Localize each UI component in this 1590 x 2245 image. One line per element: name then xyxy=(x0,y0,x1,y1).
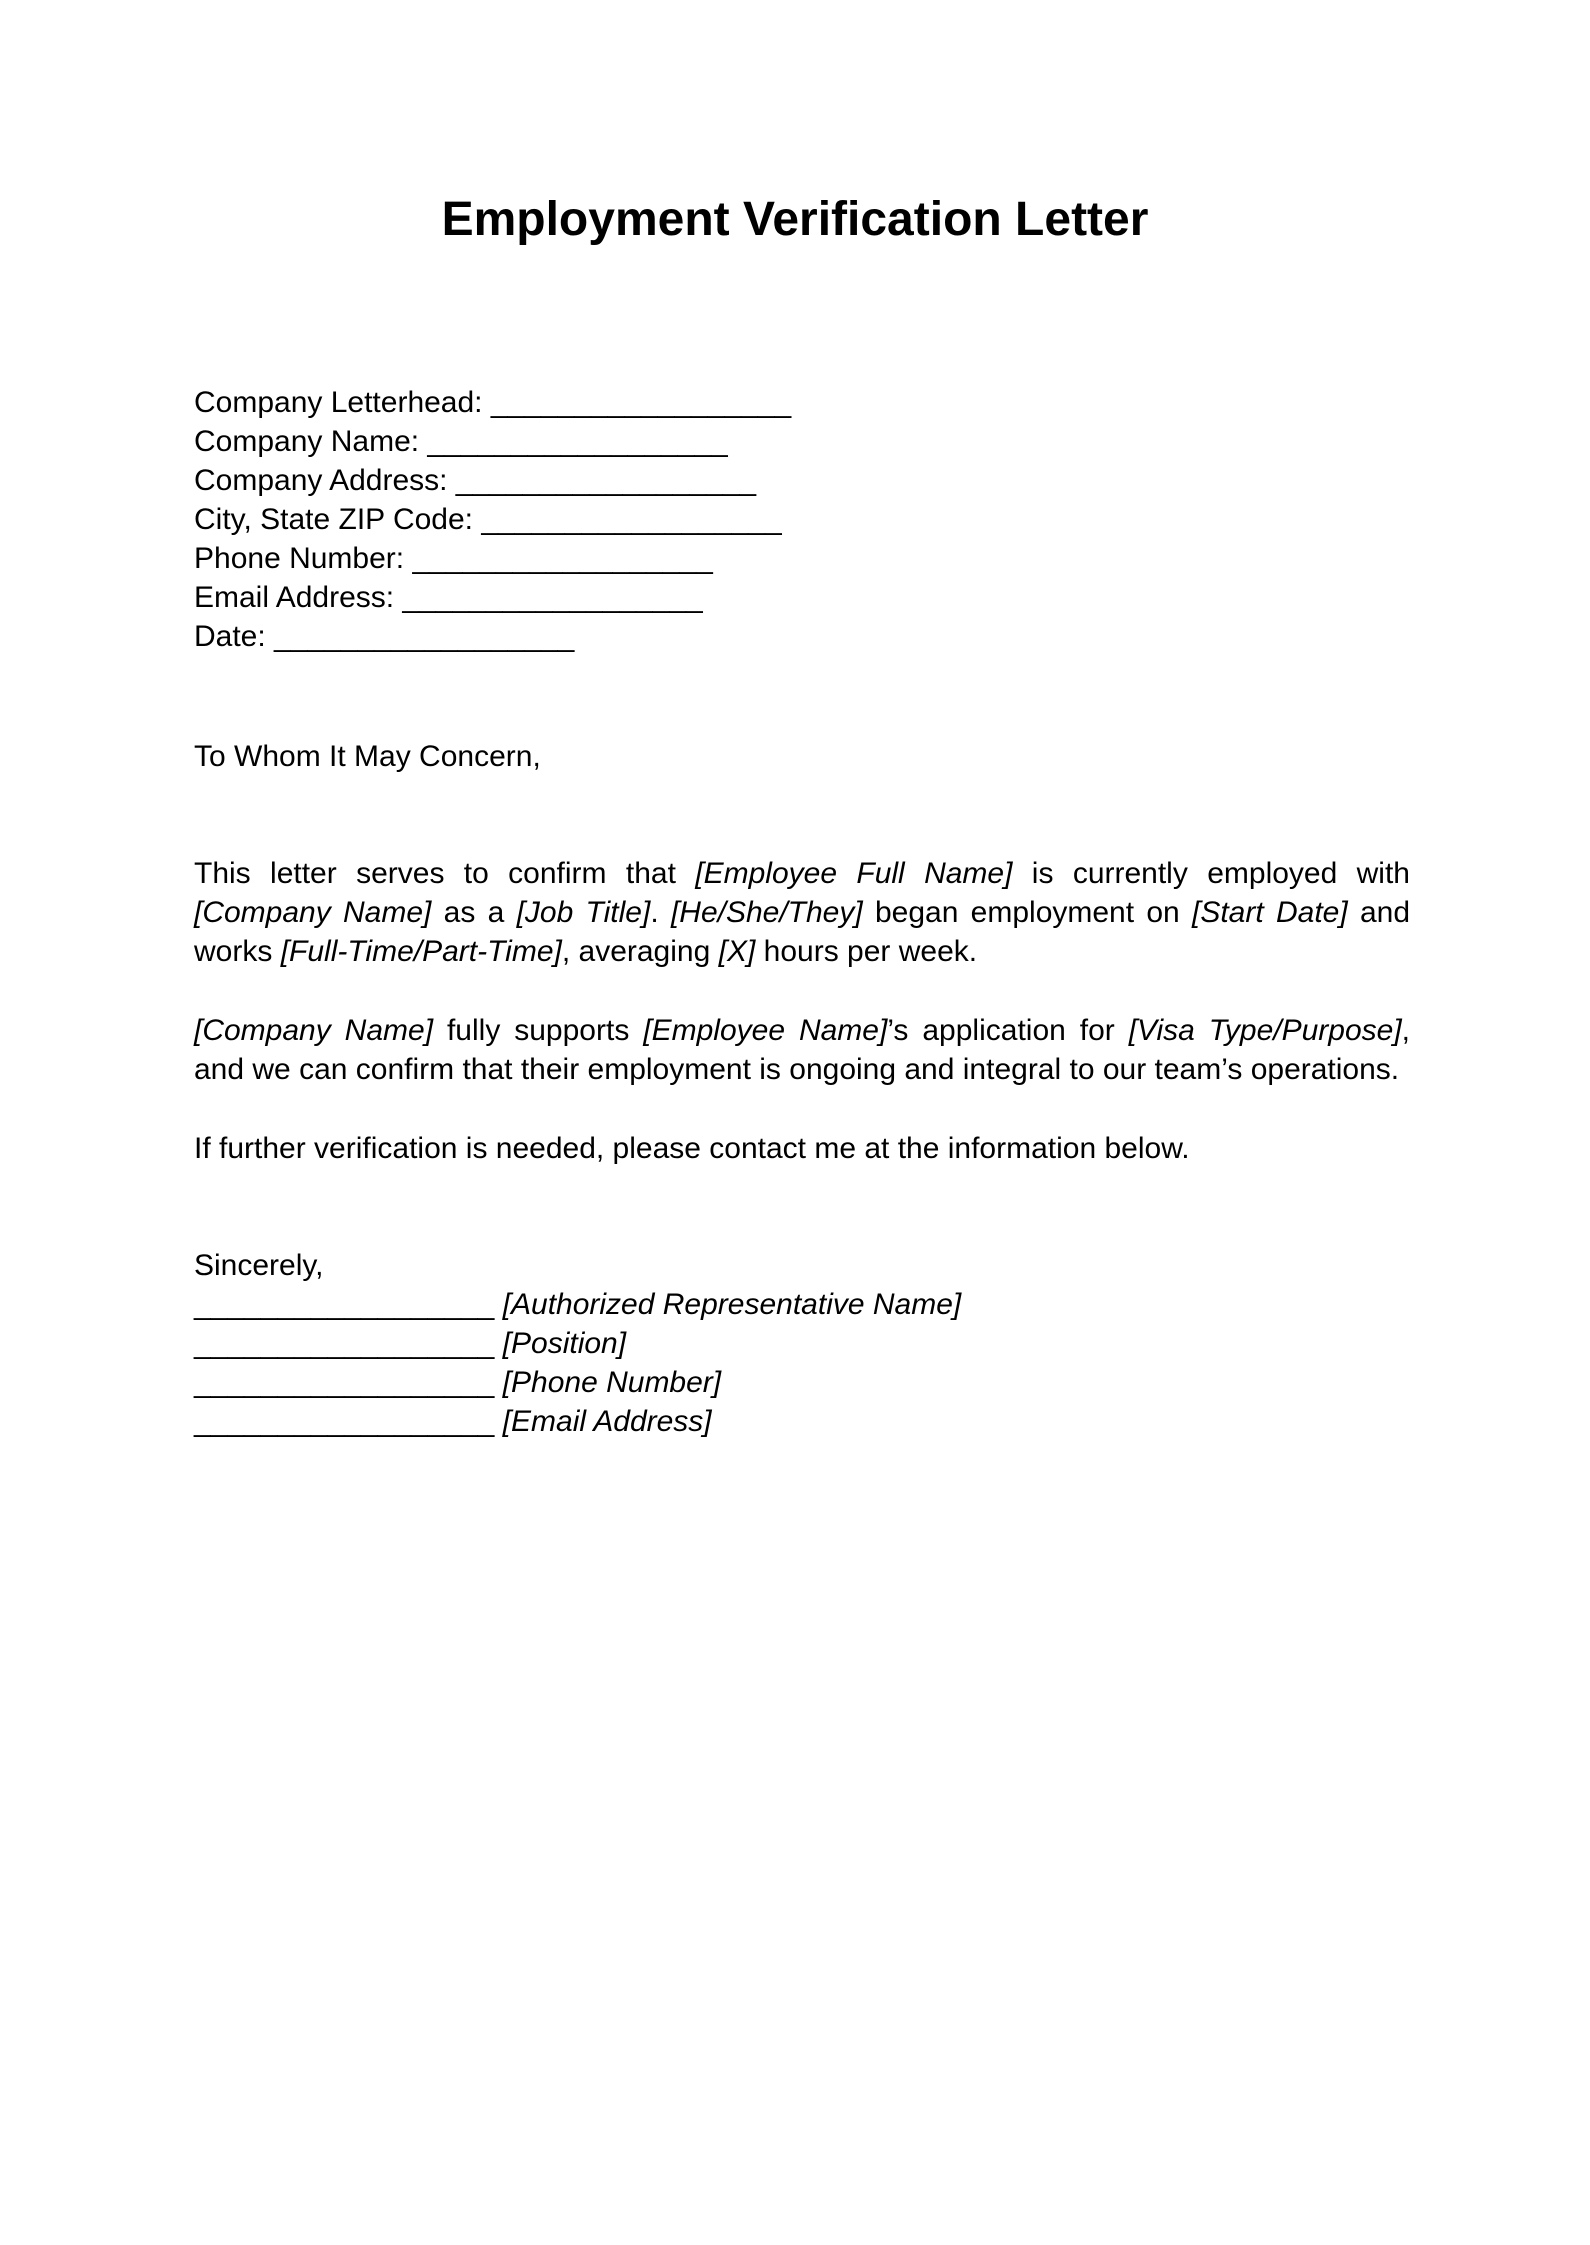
text-segment: hours per week. xyxy=(755,935,978,968)
signature-blank: __________________ xyxy=(194,1288,495,1321)
text-segment: is currently employed with xyxy=(1012,857,1410,890)
text-segment: began employment on xyxy=(862,896,1192,929)
document-title: Employment Verification Letter xyxy=(441,193,1149,246)
employee-full-name-placeholder: [Employee Full Name] xyxy=(695,857,1013,890)
company-letterhead-field: Company Letterhead: __________________ xyxy=(194,386,792,419)
phone-number-field: Phone Number: __________________ xyxy=(194,542,713,575)
signature-line-position xyxy=(194,1324,1410,1363)
email-address-placeholder: [Email Address] xyxy=(502,1405,712,1438)
start-date-placeholder: [Start Date] xyxy=(1192,896,1348,929)
representative-name-placeholder: [Authorized Representative Name] xyxy=(502,1288,962,1321)
signature-blank: __________________ xyxy=(194,1405,495,1438)
signature-blank: __________________ xyxy=(194,1327,495,1360)
signature-line-email xyxy=(194,1402,1410,1441)
hours-placeholder: [X] xyxy=(718,935,756,968)
phone-number-placeholder: [Phone Number] xyxy=(502,1366,722,1399)
company-info-block xyxy=(194,383,1410,656)
text-segment: fully supports xyxy=(433,1014,644,1047)
signature-line-phone xyxy=(194,1363,1410,1402)
company-name-placeholder: [Company Name] xyxy=(194,896,432,929)
signature-line-representative-name xyxy=(194,1285,1410,1324)
signature-blank: __________________ xyxy=(194,1366,495,1399)
position-placeholder: [Position] xyxy=(502,1327,627,1360)
text-segment: and works xyxy=(194,896,1411,968)
company-name-placeholder: [Company Name] xyxy=(194,1014,434,1047)
closing: Sincerely, xyxy=(194,1249,324,1282)
paragraph-visa-support xyxy=(194,1011,1410,1089)
paragraph-contact-note: If further verification is needed, please contact me at the information below. xyxy=(194,1132,1190,1165)
salutation: To Whom It May Concern, xyxy=(194,740,541,773)
company-address-field: Company Address: __________________ xyxy=(194,464,757,497)
date-field: Date: __________________ xyxy=(194,620,575,653)
text-segment: . xyxy=(650,896,671,929)
employment-type-placeholder: [Full-Time/Part-Time] xyxy=(280,935,562,968)
text-segment: This letter serves to confirm that xyxy=(194,857,696,890)
text-segment: , and we can confirm that their employment is ongoing and integral to our team’s operations. xyxy=(194,1014,1411,1086)
text-segment: as a xyxy=(431,896,517,929)
paragraph-employment-confirmation xyxy=(194,854,1410,971)
city-state-zip-field: City, State ZIP Code: __________________ xyxy=(194,503,782,536)
text-segment: ’s application for xyxy=(887,1014,1129,1047)
job-title-placeholder: [Job Title] xyxy=(516,896,651,929)
company-name-field: Company Name: __________________ xyxy=(194,425,728,458)
text-segment: , averaging xyxy=(561,935,719,968)
signature-block xyxy=(194,1246,1410,1441)
employee-name-placeholder: [Employee Name] xyxy=(643,1014,888,1047)
pronoun-placeholder: [He/She/They] xyxy=(670,896,863,929)
email-address-field: Email Address: __________________ xyxy=(194,581,703,614)
visa-type-placeholder: [Visa Type/Purpose] xyxy=(1128,1014,1402,1047)
